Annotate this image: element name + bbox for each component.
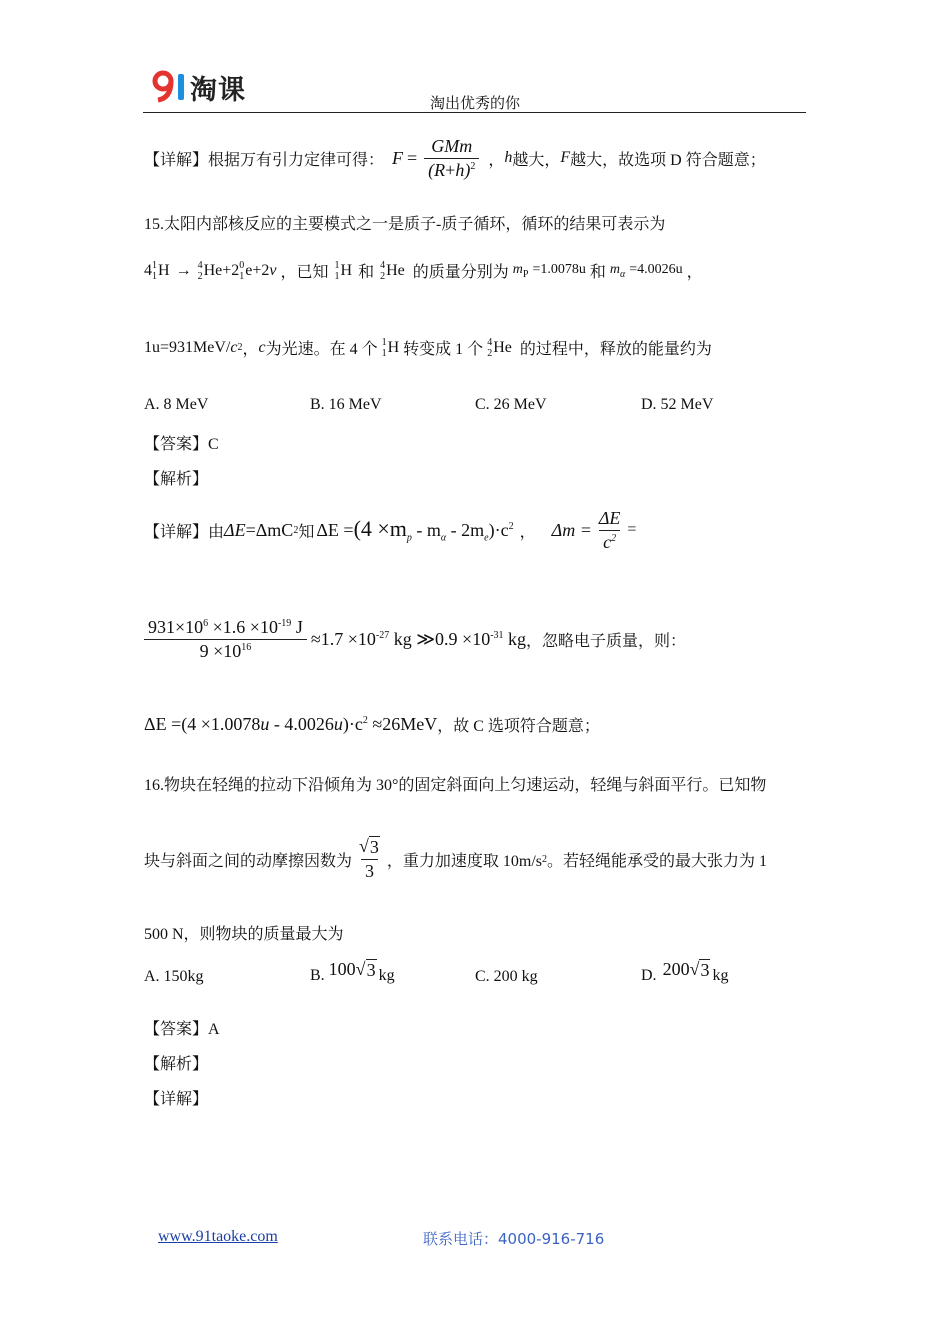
q15-arrow: →	[175, 261, 192, 279]
q15-approx-e: -27	[375, 629, 390, 641]
q15-unit-tail-1: ，	[242, 341, 259, 358]
q16-option-d-prefix: D.	[641, 967, 657, 984]
q14-force-symbol: F	[392, 147, 404, 168]
q15-mass-denominator	[144, 639, 307, 662]
q15-mass-approx	[311, 629, 526, 650]
q14-den-plus: +	[445, 159, 456, 180]
q15-formula-mp-sub: p	[406, 532, 412, 544]
q15-num-e2: -19	[277, 617, 292, 629]
q15-h3-mass: 1	[381, 336, 387, 348]
q15-reaction-line	[144, 259, 703, 282]
q16-option-d-radicand: 3	[700, 960, 710, 980]
q15-stem-line1: 15.太阳内部核反应的主要模式之一是质子-质子循环，循环的结果可表示为	[144, 216, 666, 233]
q15-positron	[239, 260, 269, 282]
q15-unit-tail-2: 为光速。在 4 个	[265, 341, 378, 358]
q14-h: h	[504, 149, 513, 166]
q15-and-2: 和	[589, 264, 606, 281]
q15-dm-denominator	[599, 530, 620, 553]
q15-known: ，已知	[280, 264, 329, 281]
q15-he-charge: 2	[197, 270, 203, 282]
q15-option-a: A. 8 MeV	[144, 396, 209, 413]
q16-line2-c: 。若轻绳能承受的最大张力为 1	[547, 852, 768, 870]
q15-num-mid: ×1.6 ×10	[208, 616, 278, 637]
q15-conclusion: ，故 C 选项符合题意；	[437, 717, 600, 735]
q15-final-b: - 4.0026	[269, 713, 334, 734]
q15-dm-den-c: c	[603, 531, 612, 552]
q15-e-mass: 0	[239, 259, 245, 271]
q15-mp-value: =1.0078u	[532, 261, 586, 277]
q16-line2-exp: 2	[542, 853, 548, 865]
q15-unit-line	[144, 336, 712, 359]
q15-option-d: D. 52 MeV	[641, 396, 714, 413]
q15-ignore-electron: ，忽略电子质量，则：	[526, 632, 687, 650]
q15-dm-fraction	[595, 508, 625, 553]
q16-option-c: C. 200 kg	[475, 968, 538, 985]
q15-energy-formula	[316, 516, 513, 544]
q16-option-b-unit: kg	[378, 967, 395, 984]
q15-ma-value: =4.0026u	[629, 261, 683, 277]
q15-delta-e: ΔE	[224, 519, 246, 540]
q14-fraction-numerator: GMm	[431, 135, 473, 156]
q15-mass-fraction	[144, 617, 307, 662]
q14-tail-3: 越大，故选项 D 符合题意；	[570, 151, 766, 169]
q15-mp-sub: P	[522, 268, 529, 280]
q15-approx-unit: kg ≫0.9 ×10	[389, 628, 491, 649]
q14-tail-1: ，	[488, 151, 505, 169]
q16-detail-label: 【详解】	[144, 1091, 209, 1108]
q16-option-d-unit: kg	[712, 967, 729, 984]
q14-F2: F	[560, 149, 571, 166]
q15-detail-label: 【详解】由	[144, 523, 225, 541]
q16-option-b	[310, 955, 395, 985]
q16-option-d	[641, 955, 728, 985]
q16-stem-line3: 500 N，则物块的质量最大为	[144, 926, 344, 943]
q15-comma: ，	[686, 264, 703, 281]
q15-h3-symbol: H	[387, 338, 400, 356]
q16-option-b-coef: 100	[328, 959, 356, 979]
q15-mass-text: 的质量分别为	[412, 264, 509, 281]
q15-approx-e2: -31	[490, 629, 504, 641]
q15-formula-a: ΔE =	[316, 520, 354, 541]
q15-mass-energy-exp: 2	[293, 524, 299, 536]
q15-formula-b: (4 ×m	[353, 516, 407, 542]
q15-coef-4: 4	[144, 261, 152, 279]
q15-approx-unit2: kg	[503, 628, 527, 649]
q15-h2-mass: 1	[334, 259, 340, 271]
q16-mu-numerator	[355, 836, 384, 859]
q15-final-a: ΔE =(4 ×1.0078	[144, 713, 261, 734]
q16-line2-b: ，重力加速度取 10m/s	[386, 852, 543, 870]
q14-gravity-fraction	[424, 136, 479, 181]
q15-final-u2: u	[333, 713, 343, 734]
q16-option-d-coef: 200	[662, 959, 690, 979]
q15-option-c: C. 26 MeV	[475, 396, 547, 413]
q15-h-symbol: H	[158, 261, 170, 279]
q15-he2-mass: 4	[380, 259, 386, 271]
q16-mu-fraction	[355, 836, 384, 882]
q14-tail-2: 越大，	[512, 151, 561, 169]
q15-final-d: ≈26MeV	[367, 713, 438, 734]
q15-h-mass: 1	[152, 259, 157, 271]
q15-he-nuclide-2	[380, 260, 405, 282]
q16-option-d-value	[663, 959, 711, 981]
sqrt-icon: √	[359, 836, 369, 856]
logo-text: 淘课	[190, 74, 246, 106]
q15-h-charge: 1	[152, 270, 157, 282]
q14-den-h: h)	[455, 159, 471, 180]
q15-final-exp: 2	[362, 714, 368, 726]
q15-unit-tail-4: 的过程中，释放的能量约为	[519, 341, 712, 358]
q15-analysis-label: 【解析】	[144, 471, 209, 488]
q15-detail-line3	[144, 706, 600, 742]
q15-formula-c: - m	[411, 520, 441, 541]
q15-option-b: B. 16 MeV	[310, 396, 382, 413]
q15-he-mass: 4	[197, 259, 203, 271]
q15-dm-numerator: ΔE	[598, 507, 621, 528]
q15-den-a: 9 ×10	[199, 640, 242, 661]
q15-neutrino: ν	[269, 261, 277, 279]
q15-h-nuclide-2	[335, 260, 353, 282]
q15-ma	[610, 262, 683, 280]
q15-den-e: 16	[241, 641, 252, 653]
q15-dm-equals: =	[627, 521, 637, 538]
q15-approx-a: ≈1.7 ×10	[310, 628, 376, 649]
q15-know: 知	[298, 523, 315, 541]
q14-equals: =	[407, 147, 418, 168]
q15-num-unit: J	[291, 616, 303, 637]
q16-mu-radicand: 3	[369, 837, 379, 857]
footer-phone: 联系电话：4000-916-716	[423, 1230, 605, 1248]
q16-stem-line1: 16.物块在轻绳的拉动下沿倾角为 30°的固定斜面向上匀速运动，轻绳与斜面平行。已知物	[144, 777, 767, 794]
header-slogan: 淘出优秀的你	[429, 96, 520, 112]
q15-he2-symbol: He	[386, 261, 405, 279]
q16-option-a: A. 150kg	[144, 968, 204, 985]
q15-answer: 【答案】C	[144, 436, 219, 453]
q15-dm-den-exp: 2	[611, 532, 617, 544]
q15-unit-tail-3: 转变成 1 个	[403, 341, 484, 358]
q14-detail	[144, 128, 766, 188]
sqrt-icon: √	[355, 959, 366, 979]
q15-e-symbol: e+2	[245, 261, 270, 279]
q15-ma-m: m	[609, 261, 620, 277]
q15-detail-line1	[144, 500, 636, 560]
q14-den-exp: 2	[470, 160, 476, 172]
q16-option-b-radicand: 3	[366, 960, 376, 980]
q15-detail-line2	[144, 610, 686, 668]
q15-he-nuclide-3	[487, 337, 512, 359]
q15-mp	[513, 262, 586, 280]
q15-mass-numerator	[144, 617, 307, 639]
q15-formula-exp: 2	[508, 521, 514, 533]
footer-website-link[interactable]: www.91taoke.com	[158, 1228, 278, 1245]
q16-stem-line2	[144, 830, 767, 888]
q15-hydrogen-nuclide	[152, 260, 170, 282]
q15-final-formula	[144, 714, 437, 735]
header-divider	[143, 112, 806, 113]
q16-line2-a: 块与斜面之间的动摩擦因数为	[144, 852, 353, 870]
q15-mass-energy-eq: =ΔmC	[245, 519, 294, 540]
q15-reaction	[144, 260, 276, 282]
q15-formula-me-sub: e	[484, 532, 489, 544]
q15-ma-sub: α	[619, 268, 626, 280]
q14-fraction-denominator	[424, 158, 479, 181]
q14-detail-label: 【详解】根据万有引力定律可得：	[144, 151, 385, 169]
q15-c: c	[230, 338, 238, 356]
q16-answer: 【答案】A	[144, 1021, 220, 1038]
q15-he-symbol: He+2	[203, 261, 240, 279]
q15-and-1: 和	[358, 264, 375, 281]
sqrt-icon: √	[689, 959, 700, 979]
q16-option-b-prefix: B.	[310, 967, 325, 984]
q16-option-b-value	[329, 959, 377, 981]
q15-formula-ma-sub: α	[440, 532, 447, 544]
q15-num-e1: 6	[203, 617, 209, 629]
q15-he3-symbol: He	[493, 338, 512, 356]
q15-he3-charge: 2	[487, 347, 493, 359]
q15-c-exp: 2	[237, 342, 243, 353]
q15-he2-charge: 2	[380, 270, 386, 282]
q16-mu-denominator: 3	[361, 859, 378, 882]
q15-formula-e: )·c	[488, 520, 509, 541]
q15-mp-m: m	[512, 261, 523, 277]
q15-h3-charge: 1	[381, 347, 387, 359]
q15-he3-mass: 4	[487, 336, 493, 348]
q15-final-c: )·c	[342, 713, 363, 734]
q15-c2: c	[258, 338, 266, 356]
q15-formula-d: - 2m	[446, 520, 485, 541]
q15-num-a: 931×10	[148, 616, 204, 637]
q15-h2-symbol: H	[340, 261, 353, 279]
q14-den-r: (R	[428, 159, 446, 180]
q15-helium-nuclide	[198, 260, 240, 282]
q15-h-nuclide-3	[382, 337, 400, 359]
q15-e-charge: 1	[239, 270, 245, 282]
q15-h2-charge: 1	[334, 270, 340, 282]
q15-delta-m: Δm =	[551, 519, 592, 540]
q15-detail-comma: ，	[519, 523, 536, 541]
q15-final-u1: u	[260, 713, 270, 734]
q15-unit-text: 1u=931MeV/	[144, 338, 231, 356]
q16-analysis-label: 【解析】	[144, 1056, 209, 1073]
